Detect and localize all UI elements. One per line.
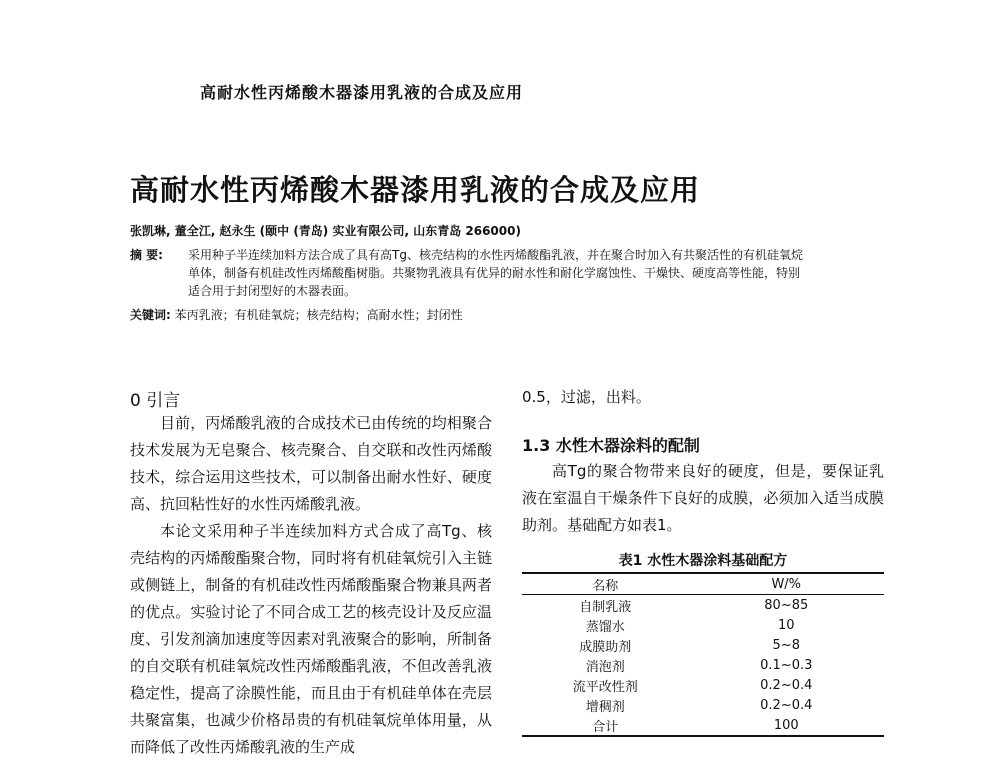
abstract — [130, 246, 810, 300]
table-row — [522, 715, 884, 736]
table-cell: 5~8 — [772, 637, 800, 653]
paper-title: 高耐水性丙烯酸木器漆用乳液的合成及应用 — [130, 173, 701, 207]
section-heading-intro: 0 引言 — [130, 391, 181, 411]
keywords — [130, 306, 810, 323]
table-cell: 10 — [777, 617, 795, 633]
abstract-text: 采用种子半连续加料方法合成了具有高Tg、核壳结构的水性丙烯酸酯乳液，并在聚合时加入有共聚活性的有机硅氧烷单体，制备有机硅改性丙烯酸酯树脂。共聚物乳液具有优异的耐水性和耐化学腐蚀性、干燥快、硬度高等性能，特别适合用于封闭型好的木器表面。 — [188, 248, 803, 298]
table-header-cell: 名称 — [522, 573, 689, 595]
table-cell: 80~85 — [764, 597, 809, 613]
formula-table — [522, 572, 884, 737]
intro-paragraph-1: 目前，丙烯酸乳液的合成技术已由传统的均相聚合技术发展为无皂聚合、核壳聚合、自交联和改性丙烯酸技术，综合运用这些技术，可以制备出耐水性好、硬度高、抗回粘性好的水性丙烯酸乳液。 — [130, 414, 492, 513]
table-cell: 蒸馏水 — [585, 619, 625, 635]
table-cell: 流平改性剂 — [572, 679, 638, 695]
keywords-label: 关键词: — [130, 308, 171, 322]
table-row — [522, 615, 884, 635]
authors-affiliation: 张凯琳, 董全江, 赵永生 (颐中 (青岛) 实业有限公司, 山东青岛 266000) — [130, 224, 521, 238]
keywords-text: 苯丙乳液；有机硅氧烷；核壳结构；高耐水性；封闭性 — [174, 308, 463, 322]
table-cell: 成膜助剂 — [579, 639, 632, 655]
table-row — [522, 635, 884, 655]
table-caption: 表1 水性木器涂料基础配方 — [618, 553, 788, 569]
table-cell: 自制乳液 — [579, 599, 632, 615]
running-head: 高耐水性丙烯酸木器漆用乳液的合成及应用 — [200, 83, 524, 102]
left-column — [130, 410, 492, 761]
table-header-row — [522, 573, 884, 595]
table-header-cell: W/% — [689, 573, 884, 595]
table-cell: 0.1~0.3 — [760, 657, 813, 673]
section-1-3-paragraph: 高Tg的聚合物带来良好的硬度，但是，要保证乳液在室温自干燥条件下良好的成膜，必须加入适当成膜助剂。基础配方如表1。 — [522, 462, 884, 534]
table-cell: 消泡剂 — [585, 659, 625, 675]
table-cell: 0.2~0.4 — [760, 677, 813, 693]
right-column-continuation: 0.5，过滤，出料。 — [522, 388, 651, 406]
table-cell: 合计 — [522, 715, 689, 736]
table-cell: 100 — [689, 715, 884, 736]
table-row — [522, 595, 884, 616]
section-heading-1-3: 1.3 水性木器涂料的配制 — [522, 436, 700, 455]
abstract-label: 摘 要: — [130, 248, 163, 262]
table-row — [522, 655, 884, 675]
table-cell: 0.2~0.4 — [760, 697, 813, 713]
table-row — [522, 675, 884, 695]
table-row — [522, 695, 884, 715]
intro-paragraph-2: 本论文采用种子半连续加料方式合成了高Tg、核壳结构的丙烯酸酯聚合物，同时将有机硅氧烷引入主链或侧链上，制备的有机硅改性丙烯酸酯聚合物兼具两者的优点。实验讨论了不同合成工艺的核壳设计及反应温度、引发剂滴加速度等因素对乳液聚合的影响，所制备的自交联有机硅氧烷改性丙烯酸酯乳液，不但改善乳液稳定性，提高了涂膜性能，而且由于有机硅单体在壳层共聚富集，也减少价格昂贵的有机硅氧烷单体用量，从而降低了改性丙烯酸乳液的生产成 — [130, 522, 492, 756]
table-cell: 增稠剂 — [585, 699, 625, 715]
right-column — [522, 458, 884, 539]
